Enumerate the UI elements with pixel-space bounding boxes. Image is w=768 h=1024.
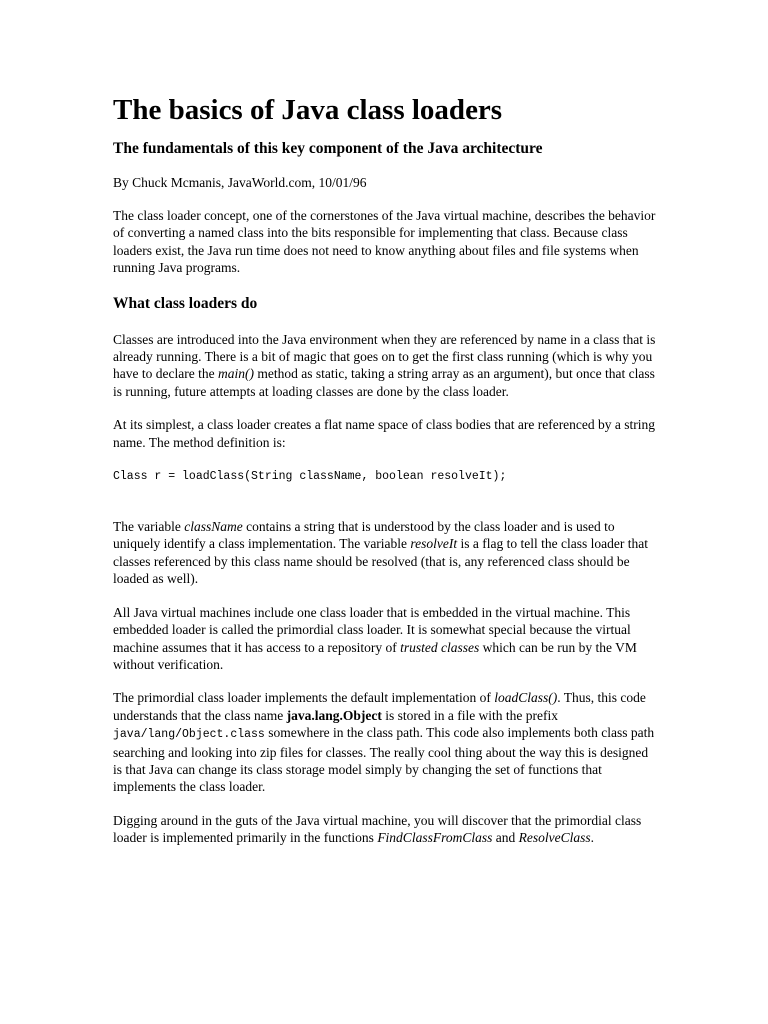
text-run: All Java virtual machines include one class loader that is embedded in the virtual machine. This embedded loader is called the primordial class loader. It is somewhat special because the virtual machine assumes that it has access to a repository of — [113, 604, 631, 655]
paragraph-default-implementation — [113, 689, 658, 795]
text-run: is a flag to tell the class loader that classes referenced by this class name should be resolved (that is, any referenced class should be loaded as well). — [113, 536, 648, 587]
section-heading: What class loaders do — [113, 294, 258, 312]
document-page — [113, 92, 658, 847]
classname-term: className — [184, 519, 243, 535]
java-lang-object-term: java.lang.Object — [286, 707, 382, 723]
paragraph-primordial-loader — [113, 604, 658, 674]
trusted-classes-term: trusted classes — [400, 639, 480, 655]
paragraph-class-introduction — [113, 331, 658, 401]
class-file-path: java/lang/Object.class — [113, 728, 265, 742]
article-byline: By Chuck Mcmanis, JavaWorld.com, 10/01/96 — [113, 175, 367, 190]
article-subtitle: The fundamentals of this key component of the Java architecture — [113, 140, 543, 157]
article-title: The basics of Java class loaders — [113, 94, 503, 126]
resolveit-term: resolveIt — [410, 536, 458, 552]
code-block: Class r = loadClass(String className, boolean resolveIt); — [113, 470, 507, 484]
text-run: is stored in a file with the prefix — [381, 707, 559, 723]
text-run: and — [492, 830, 519, 846]
resolveclass-term: ResolveClass — [518, 830, 591, 846]
intro-paragraph: The class loader concept, one of the cornerstones of the Java virtual machine, describes the behavior of converting a named class into the bits responsible for implementing that class. Because class loaders exist, the Java run time does not need to know anything about files and file systems when running Java programs. — [113, 208, 656, 276]
paragraph-jvm-functions — [113, 812, 658, 847]
text-run: which can be run by the VM without verification. — [113, 639, 637, 672]
text-run: . — [590, 830, 594, 846]
text-run: . Thus, this code understands that the class name — [113, 690, 646, 723]
paragraph-flat-name-space: At its simplest, a class loader creates a flat name space of class bodies that are referenced by a string name. The method definition is: — [113, 417, 656, 450]
text-run: method as static, taking a string array as an argument), but once that class is running, future attempts at loading classes are done by the class loader. — [113, 366, 655, 399]
text-run: The variable — [113, 519, 185, 535]
loadclass-term: loadClass() — [494, 690, 558, 706]
paragraph-variables — [113, 518, 658, 588]
text-run: contains a string that is understood by the class loader and is used to uniquely identify a class implementation. The variable — [113, 519, 615, 552]
main-method-name: main() — [217, 366, 254, 382]
text-run: Classes are introduced into the Java environment when they are referenced by name in a class that is already running. There is a bit of magic that goes on to get the first class running (which is why you have to declare the — [113, 331, 656, 382]
text-run: Digging around in the guts of the Java virtual machine, you will discover that the primordial class loader is implemented primarily in the functions — [113, 812, 642, 846]
findclassfromclass-term: FindClassFromClass — [377, 830, 493, 846]
text-run: somewhere in the class path. This code also implements both class path searching and looking into zip files for classes. The really cool thing about the way this is designed is that Java can change its class storage model simply by changing the set of functions that implements the class loader. — [113, 725, 655, 795]
text-run: The primordial class loader implements the default implementation of — [113, 690, 495, 706]
